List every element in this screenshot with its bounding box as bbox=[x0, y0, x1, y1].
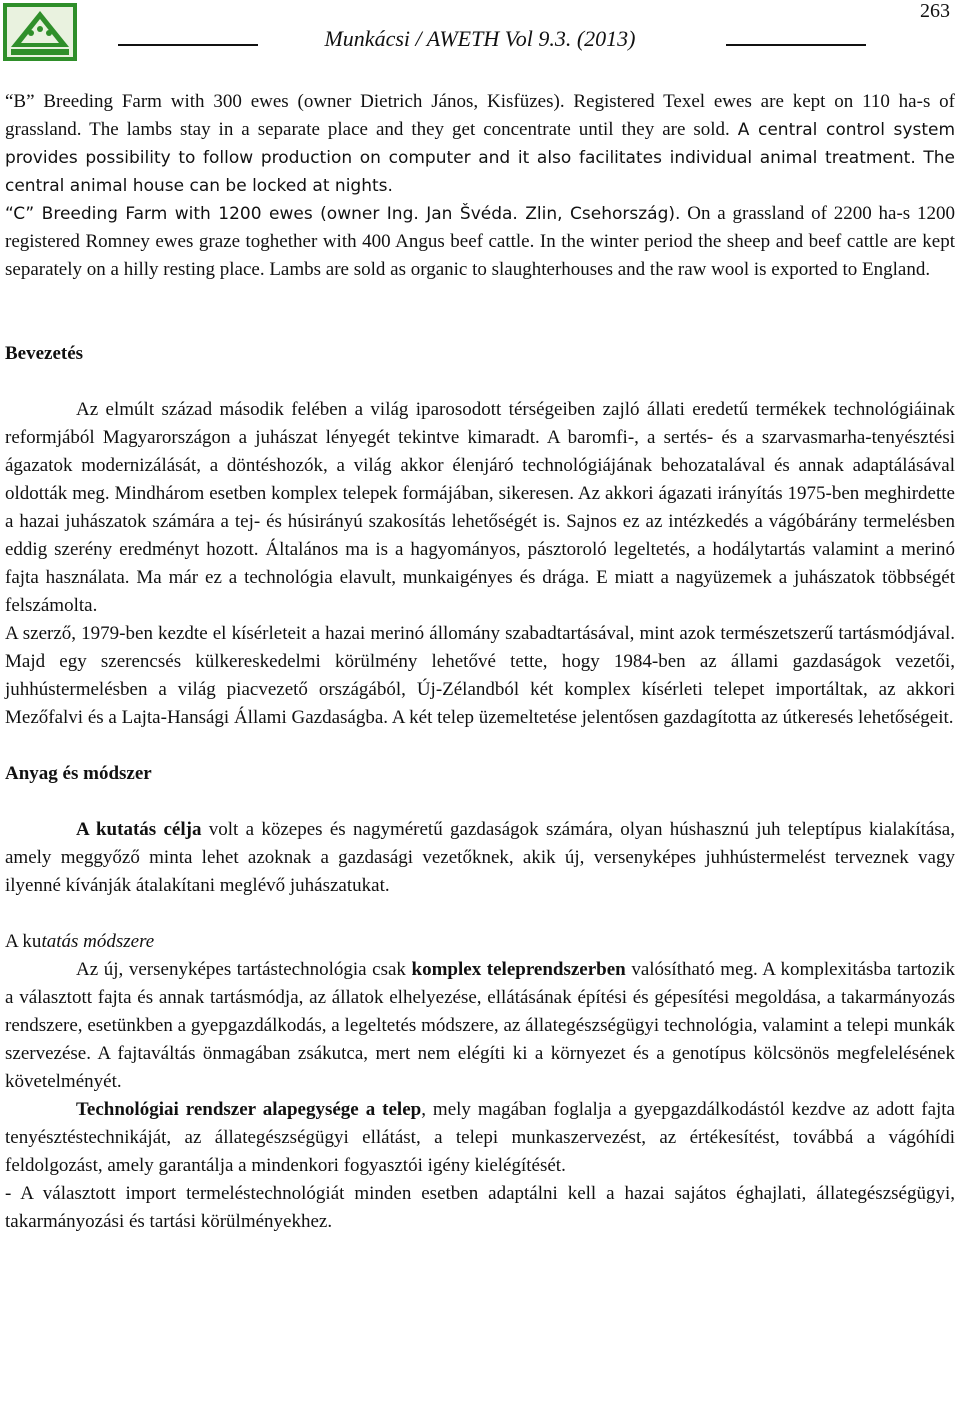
research-goal-text: volt a közepes és nagyméretű gazdaságok számára, olyan húshasznú juh teleptípus kialakítása, amely meggyőző minta lehet azoknak a gazdasági vezetőknek, akik új, versenyképes juhhústermelést terveznek vagy ilyenné kívánják átalakítani meglévő juhászatukat. bbox=[5, 819, 955, 896]
paragraph-method bbox=[5, 956, 955, 1096]
paragraph-farm-c bbox=[5, 200, 955, 284]
method-text-a: Az új, versenyképes tartástechnológia csak bbox=[76, 959, 412, 980]
farm-b-text: “B” Breeding Farm with 300 ewes (owner Dietrich János, Kisfüzes). Registered Texel ewes are kept on 110 ha-s of grassland. The lambs stay in a separate place and they get concentrate until they are sold. bbox=[5, 91, 955, 140]
heading-anyag-es-modszer: Anyag és módszer bbox=[5, 763, 152, 784]
method-text-b: valósítható meg. A komplexitásba tartozik a választott fajta és annak tartásmódja, az állatok elhelyezése, ellátásának építési és gépesítési megoldása, a takarmányozás rendszere, esetünkben a gyepgazdálkodás, a legeltetés módszere, az állategészségügyi technológia, valamint a telepi munkák szervezése. A fajtaváltás önmagában zsákutca, mert nem elégíti ki a környezet és a genotípus kölcsönös megfelelésének követelményét. bbox=[5, 959, 955, 1092]
farm-c-title: “C” Breeding Farm with 1200 ewes (owner Ing. Jan Švéda. Zlin, Csehország). bbox=[5, 204, 681, 224]
method-heading-b: tatás módszere bbox=[41, 931, 155, 952]
paragraph-intro-1: Az elmúlt század második felében a világ iparosodott térségeiben zajló állati eredetű termékek technológiáinak reformjából Magyarországon a juhászat lényegét tekintve kimaradt. A baromfi-, a sertés- és a szarvasmarha-tenyésztési ágazatok modernizálását, a döntéshozók, a világ akkor élenjáró technológiájának behozatalával és annak adaptálásával oldották meg. Mindhárom esetben komplex telepek formájában, sikeresen. Az akkori ágazati irányítás 1975-ben meghirdette a hazai juhászatok számára a tej- és húsirányú szakosítás lehetőségét is. Sajnos ez az intézkedés a vágóbárány termelésben eddig szerény eredményt hozott. Általános ma is a hagyományos, pásztoroló legeltetés, a hodálytartás valamint a merinó fajta használata. Ma már ez a technológia elavult, munkaigényes és drága. E miatt a nagyüzemek a juhászatok többségét felszámolta. bbox=[5, 399, 955, 616]
subheading-research-method bbox=[5, 928, 955, 956]
paragraph-technology-unit bbox=[5, 1096, 955, 1180]
paragraph-research-goal bbox=[5, 816, 955, 900]
paragraph-farm-b bbox=[5, 88, 955, 200]
farm-c-text: On a grassland of 2200 ha-s 1200 registered Romney ewes graze toghether with 400 Angus beef cattle. In the winter period the sheep and beef cattle are kept separately on a hilly resting place. Lambs are sold as organic to slaughterhouses and the raw wool is exported to England. bbox=[5, 203, 955, 280]
header-rule-right bbox=[726, 44, 866, 46]
farm-b-text-2: A central control system provides possibility to follow production on computer and it also facilitates individual animal treatment. The central animal house can be locked at nights. bbox=[5, 120, 955, 196]
article-body bbox=[5, 88, 955, 1236]
method-heading-a: A ku bbox=[5, 931, 42, 952]
technology-unit-text: , mely magában foglalja a gyepgazdálkodástól kezdve az adott fajta tenyésztéstechnikáját, az állategészségügyi ellátást, a telepi munkaszervezést, az értékesítést, továbbá a vágóhídi feldolgozást, amely garantálja a mindenkori fogyasztói igény kielégítését. bbox=[5, 1099, 955, 1176]
technology-unit-label: Technológiai rendszer alapegysége a telep bbox=[76, 1099, 422, 1120]
page-header bbox=[0, 0, 960, 70]
method-text-bold: komplex teleprendszerben bbox=[411, 959, 626, 980]
heading-bevezetes: Bevezetés bbox=[5, 343, 84, 364]
page-number: 263 bbox=[920, 0, 950, 22]
research-goal-label: A kutatás célja bbox=[76, 819, 202, 840]
running-header-title: Munkácsi / AWETH Vol 9.3. (2013) bbox=[324, 26, 636, 51]
paragraph-intro-2: A szerző, 1979-ben kezdte el kísérleteit a hazai merinó állomány szabadtartásával, mint azok természetszerű tartásmódjával. Majd egy szerencsés külkereskedelmi körülmény lehetővé tette, hogy 1984-ben az állami gazdaságok vezetői, juhhústermelésben a világ piacvezető országából, Új-Zélandból két komplex kísérleti telepet importáltak, az akkori Mezőfalvi és a Lajta-Hansági Állami Gazdaságba. A két telep üzemeltetése jelentősen gazdagította az útkeresés lehetőségeit. bbox=[5, 623, 955, 728]
paragraph-adaptation: - A választott import termeléstechnológiát minden esetben adaptálni kell a hazai sajátos éghajlati, állategészségügyi, takarmányozási és tartási körülményekhez. bbox=[5, 1183, 955, 1232]
